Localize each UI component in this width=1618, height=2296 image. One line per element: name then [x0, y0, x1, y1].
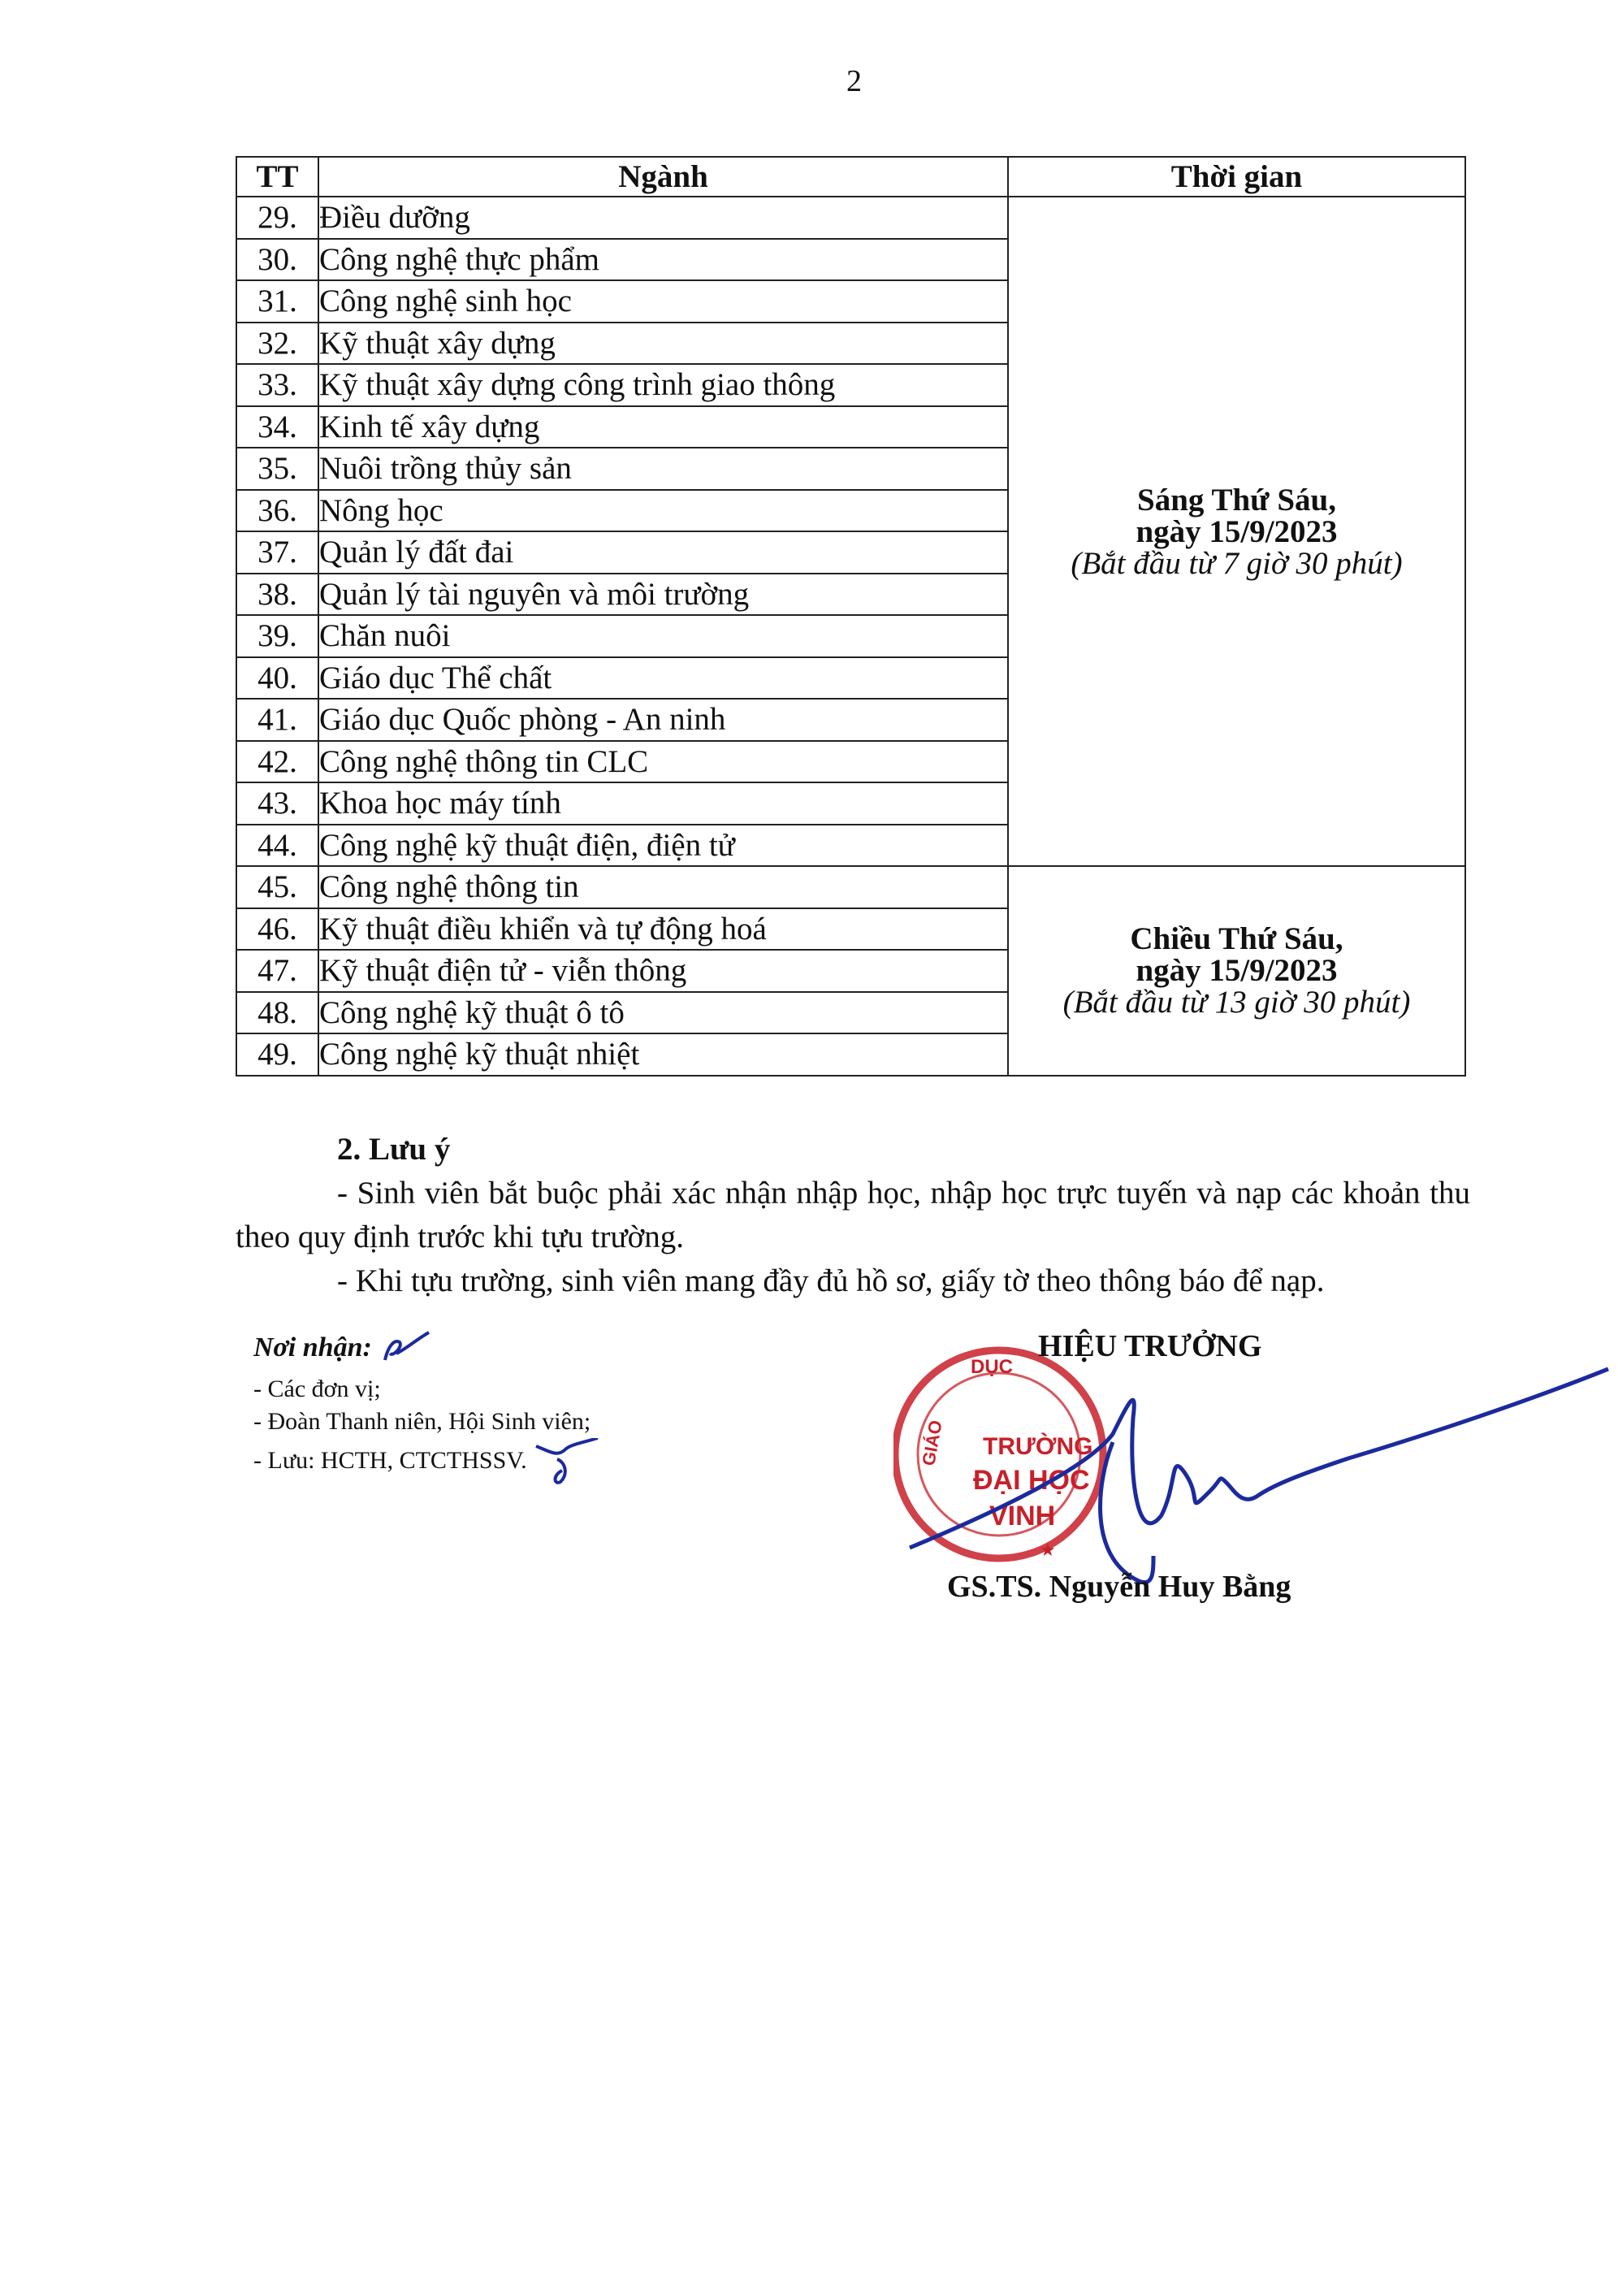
schedule-table: [236, 156, 1466, 1077]
row-major: Nuôi trồng thủy sản: [318, 448, 1008, 490]
row-number: 32.: [236, 323, 318, 365]
row-number: 48.: [236, 992, 318, 1034]
table-header-row: [236, 157, 1465, 197]
row-major: Giáo dục Thể chất: [318, 657, 1008, 700]
row-major: Công nghệ thông tin: [318, 866, 1008, 908]
header-time: Thời gian: [1008, 157, 1465, 197]
row-major: Kỹ thuật xây dựng: [318, 323, 1008, 365]
row-number: 34.: [236, 406, 318, 448]
signature-block: [893, 1312, 1618, 1613]
row-major: Kinh tế xây dựng: [318, 406, 1008, 448]
row-number: 42.: [236, 741, 318, 783]
row-major: Công nghệ kỹ thuật điện, điện tử: [318, 825, 1008, 867]
time-slot-cell: [1008, 197, 1465, 866]
row-major: Quản lý tài nguyên và môi trường: [318, 574, 1008, 616]
recipient-item: - Lưu: HCTH, CTCTHSSV.: [253, 1438, 606, 1487]
initials-mark: [379, 1329, 435, 1370]
signatory-name: GS.TS. Nguyễn Huy Bằng: [947, 1570, 1291, 1604]
note-item: - Khi tựu trường, sinh viên mang đầy đủ hồ sơ, giấy tờ theo thông báo để nạp.: [337, 1263, 1325, 1298]
row-major: Kỹ thuật xây dựng công trình giao thông: [318, 364, 1008, 406]
notes-heading: 2. Lưu ý: [337, 1132, 451, 1167]
table-row: [236, 197, 1465, 239]
time-slot-line2: ngày 15/9/2023: [1136, 513, 1338, 549]
header-nganh: Ngành: [318, 157, 1008, 197]
row-major: Công nghệ thực phẩm: [318, 239, 1008, 281]
row-number: 40.: [236, 657, 318, 700]
initials-mark: [533, 1438, 606, 1487]
time-slot-cell: [1008, 866, 1465, 1076]
time-slot-line2: ngày 15/9/2023: [1136, 953, 1338, 989]
header-tt: TT: [236, 157, 318, 197]
row-major: Giáo dục Quốc phòng - An ninh: [318, 699, 1008, 741]
row-number: 38.: [236, 574, 318, 616]
recipient-item: - Đoàn Thanh niên, Hội Sinh viên;: [253, 1408, 591, 1435]
row-major: Kỹ thuật điều khiển và tự động hoá: [318, 908, 1008, 951]
row-major: Khoa học máy tính: [318, 782, 1008, 825]
row-number: 43.: [236, 782, 318, 825]
row-number: 30.: [236, 239, 318, 281]
row-major: Kỹ thuật điện tử - viễn thông: [318, 950, 1008, 992]
row-number: 46.: [236, 908, 318, 951]
row-number: 45.: [236, 866, 318, 908]
row-major: Nông học: [318, 490, 1008, 532]
recipient-item: - Các đơn vị;: [253, 1375, 381, 1402]
table-row: [236, 866, 1465, 908]
recipients-label: Nơi nhận:: [253, 1329, 606, 1370]
note-item: - Sinh viên bắt buộc phải xác nhận nhập học, nhập học trực tuyến và nạp các khoản thu theo quy định trước khi tựu trường.: [236, 1176, 1470, 1254]
row-major: Quản lý đất đai: [318, 531, 1008, 574]
page-number: 2: [846, 64, 862, 98]
svg-text:DỤC: DỤC: [971, 1356, 1013, 1378]
time-slot-line3: (Bắt đầu từ 13 giờ 30 phút): [1062, 985, 1411, 1020]
row-major: Công nghệ kỹ thuật ô tô: [318, 992, 1008, 1034]
row-major: Chăn nuôi: [318, 615, 1008, 657]
row-number: 44.: [236, 825, 318, 867]
row-major: Công nghệ kỹ thuật nhiệt: [318, 1033, 1008, 1076]
row-number: 47.: [236, 950, 318, 992]
svg-text:ĐẠI HỌC: ĐẠI HỌC: [973, 1465, 1090, 1496]
row-major: Điều dưỡng: [318, 197, 1008, 239]
svg-text:TRƯỜNG: TRƯỜNG: [983, 1433, 1093, 1460]
time-slot-line1: Sáng Thứ Sáu,: [1137, 482, 1336, 518]
svg-text:GIÁO: GIÁO: [918, 1419, 946, 1467]
row-number: 29.: [236, 197, 318, 239]
time-slot-line3: (Bắt đầu từ 7 giờ 30 phút): [1071, 545, 1403, 581]
signatory-title: HIỆU TRƯỞNG: [1038, 1329, 1262, 1363]
svg-text:★: ★: [1040, 1540, 1056, 1561]
row-number: 33.: [236, 364, 318, 406]
row-number: 31.: [236, 280, 318, 323]
row-number: 35.: [236, 448, 318, 490]
row-major: Công nghệ sinh học: [318, 280, 1008, 323]
recipients-block: [253, 1329, 606, 1487]
row-number: 49.: [236, 1033, 318, 1076]
row-number: 37.: [236, 531, 318, 574]
time-slot-line1: Chiều Thứ Sáu,: [1130, 921, 1343, 957]
row-number: 39.: [236, 615, 318, 657]
row-major: Công nghệ thông tin CLC: [318, 741, 1008, 783]
notes-section: [236, 1128, 1470, 1303]
row-number: 41.: [236, 699, 318, 741]
row-number: 36.: [236, 490, 318, 532]
svg-text:VINH: VINH: [989, 1501, 1056, 1531]
